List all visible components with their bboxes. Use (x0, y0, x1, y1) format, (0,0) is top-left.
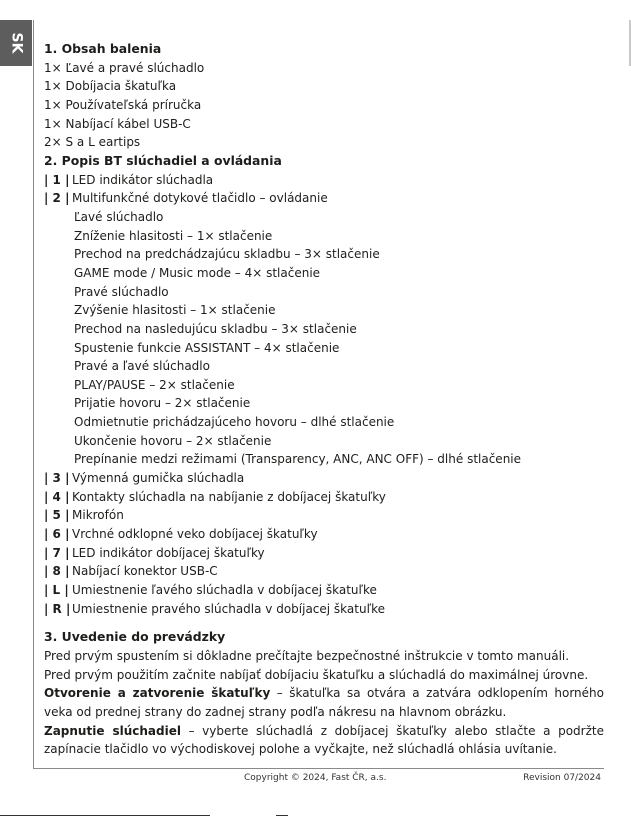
control-item: Spustenie funkcie ASSISTANT – 4× stlačenie (74, 340, 340, 355)
part-number: | R | (44, 601, 71, 616)
footer-copyright: Copyright © 2024, Fast ČR, a.s. (244, 773, 387, 783)
part-label: Nabíjací konektor USB-C (72, 564, 218, 579)
case-paragraph-title: Otvorenie a zatvorenie škatuľky (44, 686, 271, 701)
part-item (44, 171, 604, 190)
section2-heading: 2. Popis BT slúchadiel a ovládania (44, 152, 282, 168)
part-number: | 3 | (44, 471, 70, 486)
part-number: | 7 | (44, 545, 70, 560)
section1-heading: 1. Obsah balenia (44, 41, 162, 56)
package-item: 2× S a L eartips (44, 135, 141, 150)
manual-content (44, 40, 604, 759)
control-item: Zvýšenie hlasitosti – 1× stlačenie (74, 303, 276, 318)
part-label: Výmenná gumička slúchadla (72, 471, 245, 486)
language-tab-label: SK (8, 32, 24, 54)
control-item: Prijatie hovoru – 2× stlačenie (74, 396, 251, 411)
package-item: 1× Používateľská príručka (44, 97, 202, 112)
package-item: 1× Dobíjacia škatuľka (44, 79, 177, 94)
part-item (44, 469, 604, 488)
power-on-paragraph-title: Zapnutie slúchadiel (44, 723, 181, 738)
footer-rule (33, 768, 604, 769)
part-item (44, 189, 604, 208)
part-number: | 1 | (44, 172, 70, 187)
margin-rule (33, 20, 34, 768)
part-item (44, 525, 604, 544)
part-number: | 2 | (44, 191, 70, 206)
control-item: Prechod na predchádzajúcu skladbu – 3× stlačenie (74, 247, 380, 262)
part-label: LED indikátor dobíjacej škatuľky (72, 545, 265, 560)
part-item (44, 581, 604, 600)
control-item: Ukončenie hovoru – 2× stlačenie (74, 433, 272, 448)
part-number: | 5 | (44, 508, 70, 523)
footer-revision: Revision 07/2024 (523, 773, 601, 783)
control-item: Prepínanie medzi režimami (Transparency, ANC, ANC OFF) – dlhé stlačenie (74, 452, 522, 467)
power-on-paragraph-text: – vyberte slúchadlá z dobíjacej škatuľky alebo stlačte a podržte zapínacie tlačidlo vo východiskovej polohe a vyčkajte, než slúchadlá ohlásia uvítanie. (44, 723, 604, 757)
control-item: Pravé a ľavé slúchadlo (74, 359, 210, 374)
part-label: Umiestnenie pravého slúchadla v dobíjacej škatuľke (72, 601, 385, 616)
control-item: Ľavé slúchadlo (74, 209, 164, 224)
control-item: GAME mode / Music mode – 4× stlačenie (74, 265, 321, 280)
control-item: Odmietnutie prichádzajúceho hovoru – dlhé stlačenie (74, 415, 395, 430)
section3-heading: 3. Uvedenie do prevádzky (44, 629, 226, 645)
section-gap (44, 618, 604, 628)
intro-paragraph: Pred prvým použitím začnite nabíjať dobíjaciu škatuľku a slúchadlá do maximálnej úrovne. (44, 667, 589, 682)
part-number: | 6 | (44, 527, 70, 542)
part-label: Multifunkčné dotykové tlačidlo – ovládanie (72, 191, 328, 206)
part-number: | 8 | (44, 564, 70, 579)
part-label: Umiestnenie ľavého slúchadla v dobíjacej škatuľke (72, 583, 377, 598)
part-label: Mikrofón (72, 508, 124, 523)
intro-paragraph: Pred prvým spustením si dôkladne prečítajte bezpečnostné inštrukcie v tomto manuáli. (44, 649, 570, 663)
part-number: | L | (44, 583, 69, 598)
part-item (44, 488, 604, 507)
control-item: PLAY/PAUSE – 2× stlačenie (74, 377, 235, 392)
crop-rule (0, 815, 210, 816)
package-item: 1× Nabíjací kábel USB-C (44, 116, 191, 131)
part-label: Vrchné odklopné veko dobíjacej škatuľky (72, 527, 318, 542)
case-paragraph-text: – škatuľka sa otvára a zatvára odklopením horného veka od prednej strany do zadnej strany podľa nákresu na hlavnom obrázku. (44, 686, 604, 719)
control-item: Pravé slúchadlo (74, 284, 169, 299)
part-item (44, 562, 604, 581)
language-tab (0, 20, 32, 66)
part-item (44, 506, 604, 525)
part-item (44, 544, 604, 563)
part-number: | 4 | (44, 489, 70, 504)
case-paragraph (44, 684, 604, 721)
control-item: Prechod na nasledujúcu skladbu – 3× stlačenie (74, 321, 357, 336)
part-label: Kontakty slúchadla na nabíjanie z dobíjacej škatuľky (72, 489, 386, 504)
power-on-paragraph (44, 722, 604, 759)
control-item: Zníženie hlasitosti – 1× stlačenie (74, 228, 273, 243)
package-item: 1× Ľavé a pravé slúchadlo (44, 60, 205, 75)
crop-tick (276, 815, 288, 816)
part-item (44, 600, 604, 619)
part-label: LED indikátor slúchadla (72, 172, 214, 187)
